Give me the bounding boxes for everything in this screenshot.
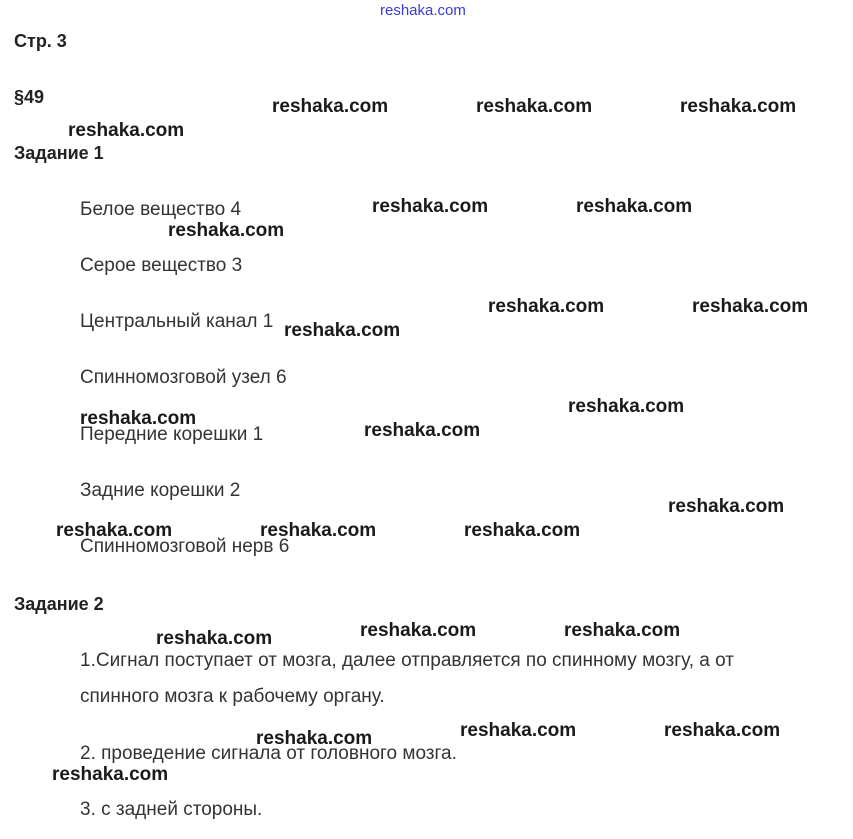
task1-item: Белое вещество 4 (80, 199, 242, 220)
watermark: reshaka.com (488, 296, 605, 317)
watermark: reshaka.com (476, 96, 593, 117)
watermark: reshaka.com (80, 408, 197, 429)
watermark: reshaka.com (52, 764, 169, 785)
task1-item: Спинномозговой нерв 6 (80, 536, 290, 557)
watermark: reshaka.com (680, 96, 797, 117)
task1-item: Передние корешки 1 (80, 424, 264, 445)
watermark: reshaka.com (664, 720, 781, 741)
watermark: reshaka.com (260, 520, 377, 541)
site-link[interactable]: reshaka.com (380, 2, 466, 19)
watermark: reshaka.com (372, 196, 489, 217)
task2-answer: 3. с задней стороны. (80, 799, 263, 820)
page-label: Стр. 3 (14, 31, 67, 51)
watermark: reshaka.com (668, 496, 785, 517)
watermark: reshaka.com (460, 720, 577, 741)
task2-answer: 1.Сигнал поступает от мозга, далее отправляется по спинному мозгу, а от (80, 650, 734, 671)
task1-item: Спинномозговой узел 6 (80, 367, 287, 388)
watermark: reshaka.com (568, 396, 685, 417)
task2-title: Задание 2 (14, 594, 104, 614)
watermark: reshaka.com (256, 728, 373, 749)
watermark: reshaka.com (168, 220, 285, 241)
task2-answer: 2. проведение сигнала от головного мозга. (80, 743, 457, 764)
task1-item: Центральный канал 1 (80, 311, 274, 332)
task2-answer: спинного мозга к рабочему органу. (80, 686, 385, 707)
watermark: reshaka.com (364, 420, 481, 441)
task1-title: Задание 1 (14, 143, 104, 163)
watermark: reshaka.com (464, 520, 581, 541)
watermark: reshaka.com (576, 196, 693, 217)
watermark: reshaka.com (284, 320, 401, 341)
task1-item: Серое вещество 3 (80, 255, 243, 276)
watermark: reshaka.com (564, 620, 681, 641)
watermark: reshaka.com (692, 296, 809, 317)
task1-item: Задние корешки 2 (80, 480, 241, 501)
watermark: reshaka.com (68, 120, 185, 141)
section-number: §49 (14, 87, 45, 107)
watermark: reshaka.com (272, 96, 389, 117)
watermark: reshaka.com (360, 620, 477, 641)
watermark: reshaka.com (156, 628, 273, 649)
watermark: reshaka.com (56, 520, 173, 541)
